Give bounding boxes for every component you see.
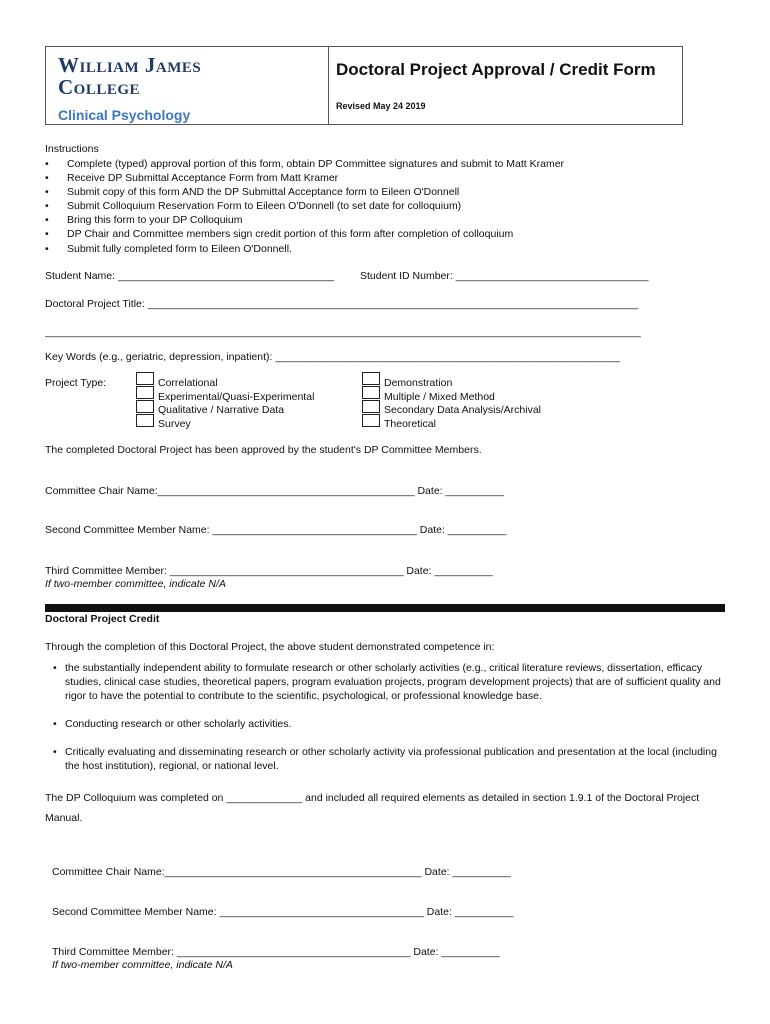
option-correlational: Correlational <box>158 377 218 389</box>
checkbox-correlational[interactable] <box>136 372 154 385</box>
credit-second-line[interactable]: Second Committee Member Name: ___________________________________ Date: __________ <box>52 906 514 918</box>
approval-third-line[interactable]: Third Committee Member: ________________________________________ Date: __________ <box>45 565 493 577</box>
project-type-label: Project Type: <box>45 377 107 389</box>
credit-chair-line[interactable]: Committee Chair Name:____________________________________________ Date: __________ <box>52 866 511 878</box>
section-divider <box>45 604 725 612</box>
instruction-item: • Submit copy of this form AND the DP Submittal Acceptance form to Eileen O'Donnell <box>45 185 564 199</box>
instruction-item: • Submit fully completed form to Eileen O'Donnell. <box>45 242 564 256</box>
approval-note: If two-member committee, indicate N/A <box>45 578 226 590</box>
colloquium-statement: The DP Colloquium was completed on _____________ and included all required elements as detailed in section 1.9.1 of the Doctoral Project Manual. <box>45 792 700 824</box>
credit-intro: Through the completion of this Doctoral Project, the above student demonstrated competence in: <box>45 641 495 653</box>
credit-note: If two-member committee, indicate N/A <box>52 959 233 971</box>
instruction-item: • DP Chair and Committee members sign credit portion of this form after completion of colloquium <box>45 227 564 241</box>
form-title: Doctoral Project Approval / Credit Form <box>336 60 656 79</box>
checkbox-qualitative[interactable] <box>136 400 154 413</box>
instructions-heading: Instructions <box>45 143 99 155</box>
instructions-list <box>45 157 564 256</box>
credit-third-line[interactable]: Third Committee Member: ________________________________________ Date: __________ <box>52 946 500 958</box>
student-name-field[interactable]: Student Name: _____________________________________ <box>45 270 335 282</box>
option-secondary-data: Secondary Data Analysis/Archival <box>384 404 541 416</box>
checkbox-mixed-method[interactable] <box>362 386 380 399</box>
logo-subtitle: Clinical Psychology <box>58 107 191 123</box>
keywords-field[interactable]: Key Words (e.g., geriatric, depression, inpatient): ___________________________________________________________ <box>45 351 620 363</box>
instruction-item: • Bring this form to your DP Colloquium <box>45 213 564 227</box>
approval-statement: The completed Doctoral Project has been approved by the student's DP Committee Members. <box>45 444 482 456</box>
credit-bullet-2: • Conducting research or other scholarly activities. <box>45 717 725 731</box>
credit-bullet-1: • the substantially independent ability to formulate research or other scholarly activities (e.g., critical literature reviews, dissertation, efficacy studies, clinical case studies, theoretical papers, program evaluation projects, program development projects) that are of sufficient quality and rigor to have the potential to contribute to the scientific, psychological, or professional knowledge base. <box>45 661 725 703</box>
credit-bullet-3: • Critically evaluating and disseminating research or other scholarly activity via professional publication and presentation at the local (including the host institution), regional, or national level. <box>45 745 725 773</box>
option-experimental: Experimental/Quasi-Experimental <box>158 391 315 403</box>
option-mixed-method: Multiple / Mixed Method <box>384 391 495 403</box>
logo-line-1: William James <box>58 53 202 77</box>
checkbox-experimental[interactable] <box>136 386 154 399</box>
option-theoretical: Theoretical <box>384 418 436 430</box>
revised-date: Revised May 24 2019 <box>336 101 426 111</box>
approval-chair-line[interactable]: Committee Chair Name:____________________________________________ Date: __________ <box>45 485 504 497</box>
project-title-field[interactable]: Doctoral Project Title: ____________________________________________________________________________________ <box>45 298 639 310</box>
project-title-line2[interactable]: ______________________________________________________________________________________________________ <box>45 326 641 338</box>
checkbox-survey[interactable] <box>136 414 154 427</box>
option-qualitative: Qualitative / Narrative Data <box>158 404 285 416</box>
header-divider <box>328 46 329 125</box>
instruction-item: • Complete (typed) approval portion of this form, obtain DP Committee signatures and submit to Matt Kramer <box>45 157 564 171</box>
option-survey: Survey <box>158 418 191 430</box>
logo-line-2: College <box>58 75 141 99</box>
option-demonstration: Demonstration <box>384 377 453 389</box>
checkbox-demonstration[interactable] <box>362 372 380 385</box>
approval-second-line[interactable]: Second Committee Member Name: ___________________________________ Date: __________ <box>45 524 507 536</box>
instruction-item: • Submit Colloquium Reservation Form to Eileen O'Donnell (to set date for colloquium) <box>45 199 564 213</box>
credit-heading: Doctoral Project Credit <box>45 613 160 625</box>
checkbox-theoretical[interactable] <box>362 414 380 427</box>
instruction-item: • Receive DP Submittal Acceptance Form from Matt Kramer <box>45 171 564 185</box>
checkbox-secondary-data[interactable] <box>362 400 380 413</box>
student-id-field[interactable]: Student ID Number: _________________________________ <box>360 270 649 282</box>
